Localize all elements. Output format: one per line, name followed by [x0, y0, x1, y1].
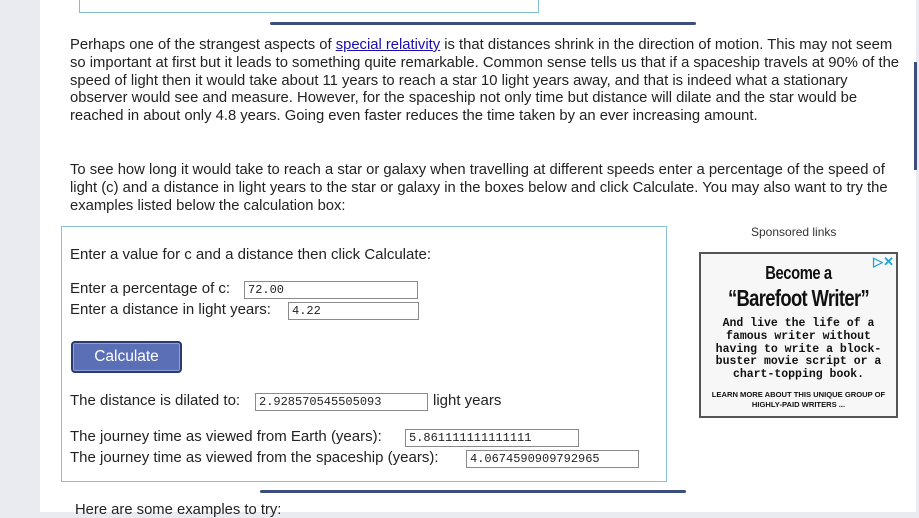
ship-time-output[interactable] — [466, 450, 639, 468]
sponsored-links-label: Sponsored links — [751, 225, 837, 239]
section-divider-top — [270, 22, 696, 25]
earth-time-output[interactable] — [405, 429, 579, 447]
speed-label: Enter a percentage of c: — [70, 280, 231, 297]
ad-body-text: And live the life of a famous writer without having to write a block-buster movie script or a chart-topping book. — [715, 317, 882, 382]
calculate-button[interactable]: Calculate — [71, 341, 182, 373]
dilated-distance-output[interactable] — [255, 393, 428, 411]
dilated-distance-label: The distance is dilated to: — [70, 392, 241, 409]
earth-time-label: The journey time as viewed from Earth (years): — [70, 428, 382, 445]
intro-text-after-link: is that distances shrink in the direction of motion. This may not seem so important at first but it leads to something quite remarkable. Common sense tells us that if a spaceship travels at 90% of the speed of light then it would take about 11 years to reach a star 10 light years away, and that is indeed what a stationary observer would see and measure. However, for the spaceship not only time but distance will dilate and the star would be reached in about only 4.8 years. Going even faster reduces the time taken by an ever increasing amount. — [70, 37, 900, 125]
right-edge-border — [914, 62, 917, 170]
distance-input[interactable] — [288, 302, 419, 320]
adchoices-close-icon[interactable]: ▷✕ — [873, 254, 894, 269]
examples-heading: Here are some examples to try: — [75, 502, 282, 518]
advertisement[interactable] — [699, 252, 898, 418]
intro-paragraph-2: To see how long it would take to reach a star or galaxy when travelling at different speeds enter a percentage of the speed of light (c) and a distance in light years to the star or galaxy in the boxes below and click Calculate. You may also want to try the examples listed below the calculation box: — [70, 162, 888, 214]
section-divider-bottom — [260, 490, 686, 493]
ad-title-line-1: Become a — [765, 263, 832, 283]
intro-text-before-link: Perhaps one of the strangest aspects of — [70, 37, 336, 53]
distance-label: Enter a distance in light years: — [70, 301, 271, 318]
ad-title-line-2: “Barefoot Writer” — [727, 285, 870, 311]
calculator-heading: Enter a value for c and a distance then click Calculate: — [70, 246, 432, 263]
ship-time-label: The journey time as viewed from the spaceship (years): — [70, 449, 439, 466]
speed-percentage-input[interactable] — [244, 281, 418, 299]
intro-paragraph-1 — [70, 37, 908, 126]
ad-footer-link[interactable]: LEARN MORE ABOUT THIS UNIQUE GROUP OF HIGHLY-PAID WRITERS ... — [711, 390, 886, 409]
dilated-distance-unit: light years — [433, 392, 502, 409]
special-relativity-link[interactable]: special relativity — [335, 37, 441, 53]
previous-box — [79, 0, 539, 13]
